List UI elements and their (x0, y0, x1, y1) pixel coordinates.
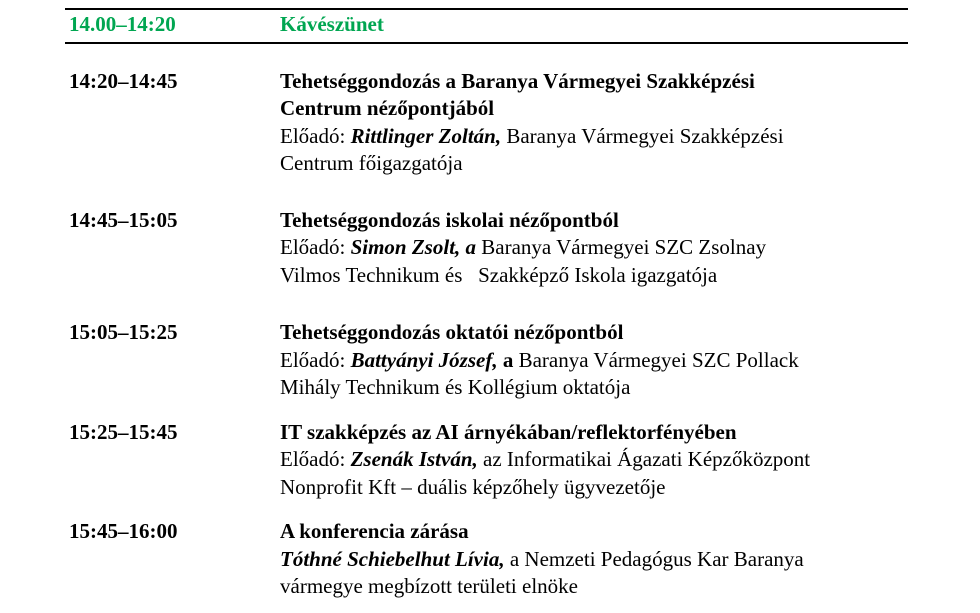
speaker-affiliation-line: vármegye megbízott területi elnöke (280, 574, 578, 598)
break-time: 14.00–14:20 (69, 12, 176, 36)
speaker-line (280, 446, 908, 474)
speaker-name: Simon Zsolt, a (350, 235, 477, 259)
session-row (65, 207, 908, 290)
speaker-affiliation: Baranya Vármegyei SZC Zsolnay (476, 235, 767, 259)
speaker-affiliation: Baranya Vármegyei SZC Pollack (513, 347, 799, 372)
session-title-line: Tehetséggondozás oktatói nézőpontból (280, 320, 624, 344)
session-time: 15:25–15:45 (69, 419, 178, 444)
speaker-line (280, 347, 908, 375)
speaker-prefix: Előadó: (280, 347, 351, 372)
session-time: 15:05–15:25 (69, 320, 178, 344)
speaker-affiliation-line: Nonprofit Kft – duális képzőhely ügyvezetője (280, 474, 666, 499)
speaker-name: Battyányi József, (350, 347, 498, 372)
session-time: 14:45–15:05 (69, 207, 178, 232)
speaker-prefix: Előadó: (280, 447, 351, 471)
session-title-line: Tehetséggondozás a Baranya Vármegyei Szakképzési (280, 68, 755, 93)
break-row (65, 8, 908, 44)
speaker-name: Rittlinger Zoltán, (350, 123, 502, 148)
speaker-prefix: Előadó: (280, 235, 351, 259)
session-row (65, 68, 908, 178)
session-title-line: IT szakképzés az AI árnyékában/reflektorfényében (280, 419, 737, 444)
session-title-line: Centrum nézőpontjából (280, 96, 495, 120)
speaker-line (280, 234, 908, 262)
session-row (65, 419, 908, 502)
break-title: Kávészünet (280, 12, 384, 36)
speaker-name: Tóthné Schiebelhut Lívia, (280, 546, 505, 571)
session-time: 14:20–14:45 (69, 68, 178, 93)
speaker-affiliation: Baranya Vármegyei Szakképzési (501, 123, 784, 148)
speaker-affiliation: a Nemzeti Pedagógus Kar Baranya (504, 546, 804, 571)
speaker-affiliation-line: Centrum főigazgatója (280, 151, 463, 175)
speaker-name: Zsenák István, (350, 447, 478, 471)
speaker-affiliation-line: Vilmos Technikum és Szakképző Iskola igazgatója (280, 262, 718, 287)
speaker-line (280, 123, 908, 151)
speaker-prefix: Előadó: (280, 123, 351, 148)
speaker-affiliation-line: Mihály Technikum és Kollégium oktatója (280, 375, 631, 399)
speaker-affiliation: az Informatikai Ágazati Képzőközpont (477, 447, 811, 471)
session-title-line: A konferencia zárása (280, 519, 469, 543)
speaker-line (280, 546, 908, 574)
session-row (65, 518, 908, 601)
session-row (65, 319, 908, 402)
session-time: 15:45–16:00 (69, 519, 178, 543)
conference-schedule (65, 8, 908, 601)
session-title-line: Tehetséggondozás iskolai nézőpontból (280, 207, 619, 232)
speaker-article: a (497, 347, 514, 372)
